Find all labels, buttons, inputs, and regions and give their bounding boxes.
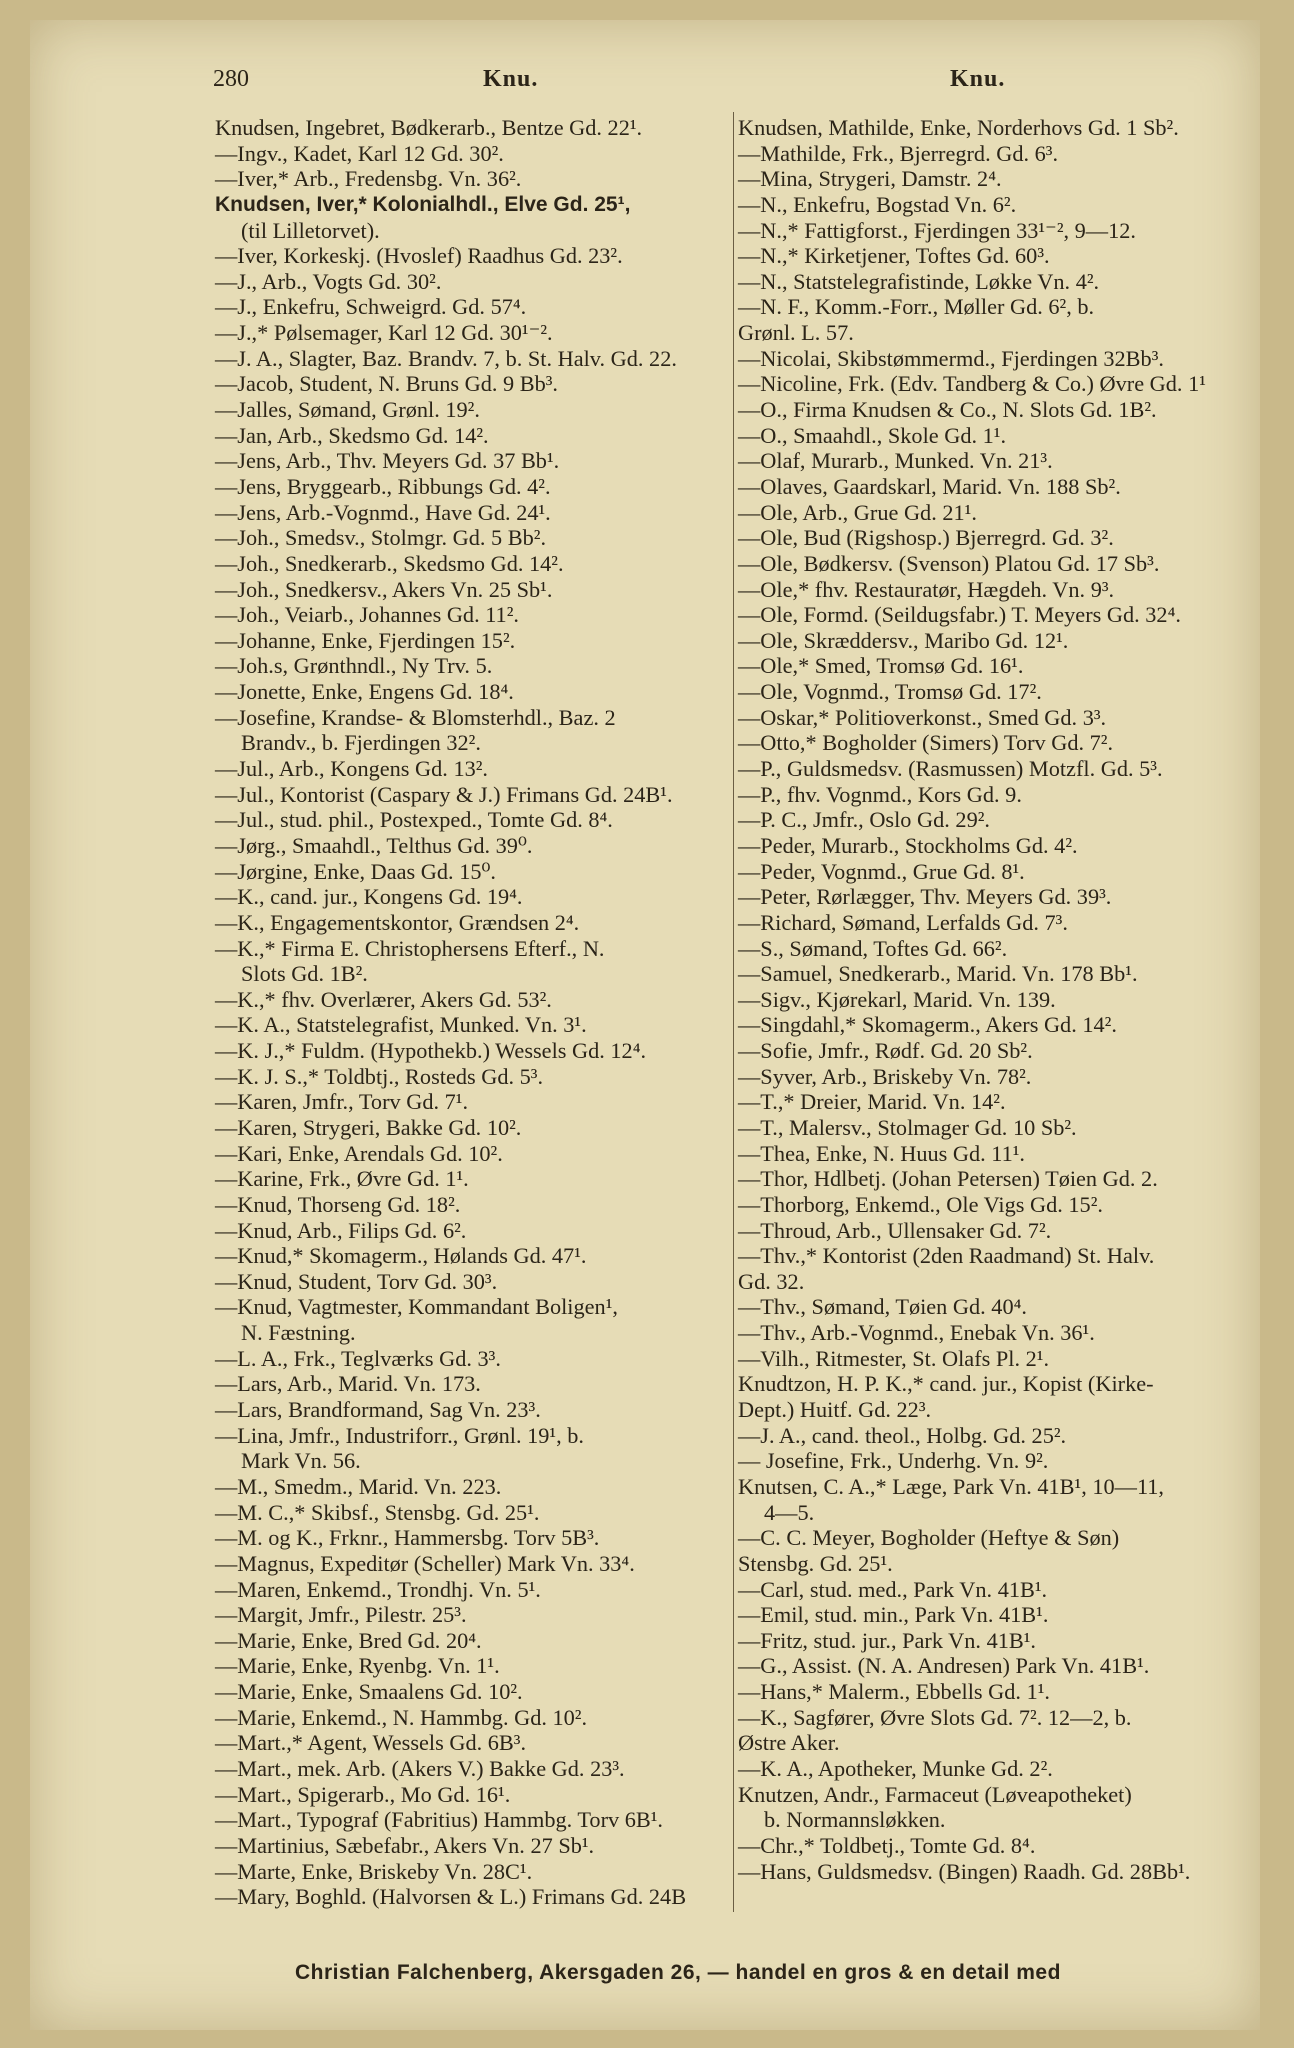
- directory-entry-line: —P., fhv. Vognmd., Kors Gd. 9.: [738, 781, 1022, 807]
- directory-entry-line: —Syver, Arb., Briskeby Vn. 78².: [738, 1063, 1032, 1089]
- directory-entry-line: —Thv., Arb.-Vognmd., Enebak Vn. 36¹.: [738, 1320, 1095, 1346]
- directory-entry-line: —Peter, Rørlægger, Thv. Meyers Gd. 39³.: [738, 884, 1112, 910]
- directory-entry-line: —Throud, Arb., Ullensaker Gd. 7².: [738, 1217, 1052, 1243]
- directory-entry-line: —Ole, Formd. (Seildugsfabr.) T. Meyers Gd. 32⁴.: [738, 602, 1181, 628]
- directory-entry-line: —Mart., Typograf (Fabritius) Hammbg. Torv 6B¹.: [215, 1807, 664, 1833]
- directory-entry-line: —Knud, Thorseng Gd. 18².: [215, 1191, 461, 1217]
- directory-entry-line: —Hans,* Malerm., Ebbells Gd. 1¹.: [738, 1679, 1050, 1705]
- directory-entry-line: —Sofie, Jmfr., Rødf. Gd. 20 Sb².: [738, 1038, 1033, 1064]
- directory-entry-line: —K. A., Statstelegrafist, Munked. Vn. 3¹.: [215, 1012, 587, 1038]
- directory-entry-line: —Jacob, Student, N. Bruns Gd. 9 Bb³.: [215, 371, 558, 397]
- directory-entry-line: —Oskar,* Politioverkonst., Smed Gd. 3³.: [738, 704, 1107, 730]
- directory-entry-line: —N., Statstelegrafistinde, Løkke Vn. 4².: [738, 268, 1100, 294]
- directory-entry-line: —K. J.,* Fuldm. (Hypothekb.) Wessels Gd. 12⁴.: [215, 1038, 647, 1064]
- directory-entry-line: —M. og K., Frknr., Hammersbg. Torv 5B³.: [215, 1525, 600, 1551]
- directory-entry-line: —Jan, Arb., Skedsmo Gd. 14².: [215, 422, 489, 448]
- directory-entry-line: —Nicoline, Frk. (Edv. Tandberg & Co.) Øvre Gd. 1¹: [738, 371, 1206, 397]
- directory-entry-line: —O., Smaahdl., Skole Gd. 1¹.: [738, 422, 1007, 448]
- directory-entry-line: —Karine, Frk., Øvre Gd. 1¹.: [215, 1166, 469, 1192]
- directory-entry-line: —Jul., Arb., Kongens Gd. 13².: [215, 756, 489, 782]
- directory-entry-line: —Martinius, Sæbefabr., Akers Vn. 27 Sb¹.: [215, 1832, 595, 1858]
- directory-entry-line: —J.,* Pølsemager, Karl 12 Gd. 30¹⁻².: [215, 320, 553, 346]
- directory-entry-line: —Mina, Strygeri, Damstr. 2⁴.: [738, 166, 1002, 192]
- directory-entry-line: Knudsen, Mathilde, Enke, Norderhovs Gd. 1 Sb².: [738, 115, 1179, 140]
- directory-entry-line: —Knud, Vagtmester, Kommandant Boligen¹,: [215, 1294, 618, 1320]
- directory-entry-line: —O., Firma Knudsen & Co., N. Slots Gd. 1B².: [738, 397, 1157, 423]
- directory-entry-line: —Knud,* Skomagerm., Hølands Gd. 47¹.: [215, 1243, 587, 1269]
- directory-entry-line: —N. F., Komm.-Forr., Møller Gd. 6², b.: [738, 294, 1095, 320]
- directory-entry-line: —K.,* fhv. Overlærer, Akers Gd. 53².: [215, 986, 552, 1012]
- directory-entry-line: —M. C.,* Skibsf., Stensbg. Gd. 25¹.: [215, 1499, 540, 1525]
- directory-entry-line: —Nicolai, Skibstømmermd., Fjerdingen 32Bb³.: [738, 345, 1164, 371]
- directory-entry-line: —Marie, Enkemd., N. Hammbg. Gd. 10².: [215, 1704, 588, 1730]
- directory-entry-line: —Jalles, Sømand, Grønl. 19².: [215, 397, 480, 423]
- directory-entry-line: —Chr.,* Toldbetj., Tomte Gd. 8⁴.: [738, 1832, 1036, 1858]
- directory-entry-line: —Joh., Snedkerarb., Skedsmo Gd. 14².: [215, 550, 564, 576]
- directory-entry-line: —Joh., Veiarb., Johannes Gd. 11².: [215, 602, 519, 628]
- directory-entry-line: Grønl. L. 57.: [738, 320, 854, 346]
- directory-entry-line: —N., Enkefru, Bogstad Vn. 6².: [738, 191, 1017, 217]
- directory-entry-line: —Mart., mek. Arb. (Akers V.) Bakke Gd. 23³.: [215, 1756, 625, 1781]
- page-number: 280: [213, 66, 249, 92]
- directory-entry-line: — Josefine, Frk., Underhg. Vn. 9².: [738, 1448, 1049, 1474]
- directory-entry-line: Brandv., b. Fjerdingen 32².: [241, 730, 481, 756]
- directory-entry-line: —G., Assist. (N. A. Andresen) Park Vn. 41B¹.: [738, 1653, 1150, 1679]
- directory-entry-line: —N.,* Kirketjener, Toftes Gd. 60³.: [738, 243, 1050, 269]
- directory-entry-line: Slots Gd. 1B².: [241, 961, 368, 987]
- directory-entry-line: —Joh., Snedkersv., Akers Vn. 25 Sb¹.: [215, 576, 553, 602]
- directory-entry-line: —K., Sagfører, Øvre Slots Gd. 7². 12—2, b.: [738, 1704, 1132, 1730]
- directory-entry-line: —N.,* Fattigforst., Fjerdingen 33¹⁻², 9—12.: [738, 217, 1136, 243]
- directory-entry-line: —Maren, Enkemd., Trondhj. Vn. 5¹.: [215, 1576, 541, 1602]
- directory-entry-line: Knudsen, Iver,* Kolonialhdl., Elve Gd. 25¹,: [215, 192, 631, 216]
- directory-entry-line: —T., Malersv., Stolmager Gd. 10 Sb².: [738, 1114, 1077, 1140]
- directory-entry-line: —K.,* Firma E. Christophersens Efterf., N.: [215, 935, 605, 961]
- directory-entry-line: —Peder, Vognmd., Grue Gd. 8¹.: [738, 858, 1025, 884]
- directory-entry-line: —Ingv., Kadet, Karl 12 Gd. 30².: [215, 140, 504, 166]
- right-column: [738, 115, 1258, 1884]
- directory-entry-line: —S., Sømand, Toftes Gd. 66².: [738, 935, 1008, 961]
- directory-entry-line: —Marie, Enke, Smaalens Gd. 10².: [215, 1679, 523, 1705]
- directory-entry-line: —Ole, Arb., Grue Gd. 21¹.: [738, 499, 977, 525]
- page-header: [0, 48, 1294, 92]
- directory-entry-line: —Thv.,* Kontorist (2den Raadmand) St. Halv.: [738, 1243, 1155, 1269]
- directory-entry-line: b. Normannsløkken.: [764, 1807, 946, 1833]
- directory-entry-line: —Knud, Arb., Filips Gd. 6².: [215, 1217, 467, 1243]
- directory-entry-line: —Josefine, Krandse- & Blomsterhdl., Baz. 2: [215, 704, 616, 730]
- directory-entry-line: —Thorborg, Enkemd., Ole Vigs Gd. 15².: [738, 1191, 1103, 1217]
- directory-entry-line: —T.,* Dreier, Marid. Vn. 14².: [738, 1089, 1006, 1115]
- directory-entry-line: —K., cand. jur., Kongens Gd. 19⁴.: [215, 884, 523, 910]
- directory-entry-line: —Iver,* Arb., Fredensbg. Vn. 36².: [215, 166, 522, 192]
- directory-entry-line: —Joh., Smedsv., Stolmgr. Gd. 5 Bb².: [215, 525, 547, 551]
- directory-entry-line: —Jul., stud. phil., Postexped., Tomte Gd. 8⁴.: [215, 807, 613, 833]
- directory-entry-line: —P. C., Jmfr., Oslo Gd. 29².: [738, 807, 990, 833]
- directory-entry-line: —Ole,* fhv. Restauratør, Hægdeh. Vn. 9³.: [738, 576, 1115, 602]
- directory-entry-line: —Joh.s, Grønthndl., Ny Trv. 5.: [215, 653, 493, 679]
- directory-entry-line: Østre Aker.: [738, 1730, 840, 1756]
- directory-entry-line: —Knud, Student, Torv Gd. 30³.: [215, 1268, 498, 1294]
- directory-entry-line: —Carl, stud. med., Park Vn. 41B¹.: [738, 1576, 1048, 1602]
- directory-entry-line: —K., Engagementskontor, Grændsen 2⁴.: [215, 909, 580, 935]
- directory-entry-line: —Marte, Enke, Briskeby Vn. 28C¹.: [215, 1858, 533, 1884]
- directory-entry-line: —Richard, Sømand, Lerfalds Gd. 7³.: [738, 909, 1068, 935]
- directory-entry-line: Knudsen, Ingebret, Bødkerarb., Bentze Gd. 22¹.: [215, 115, 643, 140]
- directory-entry-line: —Thv., Sømand, Tøien Gd. 40⁴.: [738, 1294, 1027, 1320]
- directory-entry-line: —Mart.,* Agent, Wessels Gd. 6B³.: [215, 1730, 527, 1756]
- directory-entry-line: —J. A., cand. theol., Holbg. Gd. 25².: [738, 1422, 1067, 1448]
- directory-entry-line: —Emil, stud. min., Park Vn. 41B¹.: [738, 1602, 1049, 1628]
- directory-entry-line: —Vilh., Ritmester, St. Olafs Pl. 2¹.: [738, 1345, 1050, 1371]
- directory-entry-line: —Marie, Enke, Ryenbg. Vn. 1¹.: [215, 1653, 500, 1679]
- directory-entry-line: —Lars, Arb., Marid. Vn. 173.: [215, 1371, 481, 1397]
- directory-entry-line: Knutsen, C. A.,* Læge, Park Vn. 41B¹, 10—11,: [738, 1473, 1164, 1499]
- directory-entry-line: —J. A., Slagter, Baz. Brandv. 7, b. St. Halv. Gd. 22.: [215, 345, 677, 371]
- directory-entry-line: —Ole, Skræddersv., Maribo Gd. 12¹.: [738, 627, 1069, 653]
- directory-entry-line: —Jul., Kontorist (Caspary & J.) Frimans Gd. 24B¹.: [215, 781, 673, 807]
- directory-entry-line: —Jørgine, Enke, Daas Gd. 15⁰.: [215, 858, 496, 884]
- directory-entry-line: —Mart., Spigerarb., Mo Gd. 16¹.: [215, 1781, 511, 1807]
- directory-entry-line: —Thor, Hdlbetj. (Johan Petersen) Tøien Gd. 2.: [738, 1166, 1158, 1192]
- directory-entry-line: —Mathilde, Frk., Bjerregrd. Gd. 6³.: [738, 140, 1059, 166]
- directory-entry-line: —Otto,* Bogholder (Simers) Torv Gd. 7².: [738, 730, 1114, 756]
- directory-entry-line: Knutzen, Andr., Farmaceut (Løveapotheket): [738, 1781, 1132, 1807]
- directory-entry-line: Mark Vn. 56.: [241, 1448, 361, 1474]
- directory-entry-line: —Ole, Bødkersv. (Svenson) Platou Gd. 17 Sb³.: [738, 550, 1160, 576]
- directory-entry-line: (til Lilletorvet).: [241, 217, 380, 243]
- directory-entry-line: —Thea, Enke, N. Huus Gd. 11¹.: [738, 1140, 1025, 1166]
- directory-entry-line: —Jens, Bryggearb., Ribbungs Gd. 4².: [215, 473, 551, 499]
- directory-entry-line: —Singdahl,* Skomagerm., Akers Gd. 14².: [738, 1012, 1117, 1038]
- directory-entry-line: N. Fæstning.: [241, 1320, 356, 1346]
- directory-entry-line: Dept.) Huitf. Gd. 22³.: [738, 1397, 932, 1423]
- directory-entry-line: Stensbg. Gd. 25¹.: [738, 1550, 893, 1576]
- directory-entry-line: —Marie, Enke, Bred Gd. 20⁴.: [215, 1627, 482, 1653]
- directory-entry-line: —Jørg., Smaahdl., Telthus Gd. 39⁰.: [215, 832, 533, 858]
- directory-entry-line: —Mary, Boghld. (Halvorsen & L.) Frimans Gd. 24B: [215, 1884, 687, 1910]
- left-running-head: Knu.: [483, 66, 539, 92]
- directory-entry-line: —Samuel, Snedkerarb., Marid. Vn. 178 Bb¹.: [738, 961, 1138, 987]
- directory-entry-line: —L. A., Frk., Teglværks Gd. 3³.: [215, 1345, 501, 1371]
- directory-entry-line: —Hans, Guldsmedsv. (Bingen) Raadh. Gd. 28Bb¹.: [738, 1858, 1191, 1884]
- directory-entry-line: —Jonette, Enke, Engens Gd. 18⁴.: [215, 679, 514, 705]
- directory-entry-line: —J., Arb., Vogts Gd. 30².: [215, 268, 442, 294]
- directory-entry-line: —Kari, Enke, Arendals Gd. 10².: [215, 1140, 503, 1166]
- directory-entry-line: —C. C. Meyer, Bogholder (Heftye & Søn): [738, 1525, 1120, 1551]
- directory-entry-line: —Olaf, Murarb., Munked. Vn. 21³.: [738, 448, 1053, 474]
- directory-entry-line: —Ole, Vognmd., Tromsø Gd. 17².: [738, 679, 1042, 705]
- directory-entry-line: —Lina, Jmfr., Industriforr., Grønl. 19¹, b.: [215, 1422, 584, 1448]
- directory-entry-line: —Karen, Jmfr., Torv Gd. 7¹.: [215, 1089, 469, 1115]
- directory-entry-line: —Johanne, Enke, Fjerdingen 15².: [215, 627, 516, 653]
- directory-entry-line: —M., Smedm., Marid. Vn. 223.: [215, 1473, 502, 1499]
- directory-entry-line: 4—5.: [764, 1499, 815, 1525]
- right-running-head: Knu.: [950, 66, 1006, 92]
- directory-entry-line: —Jens, Arb., Thv. Meyers Gd. 37 Bb¹.: [215, 448, 560, 474]
- directory-entry-line: —Fritz, stud. jur., Park Vn. 41B¹.: [738, 1627, 1037, 1653]
- directory-entry-line: —Iver, Korkeskj. (Hvoslef) Raadhus Gd. 23².: [215, 243, 623, 269]
- footer-advertisement: Christian Falchenberg, Akersgaden 26, — handel en gros & en detail med: [295, 1961, 1061, 1984]
- directory-entry-line: —Karen, Strygeri, Bakke Gd. 10².: [215, 1114, 522, 1140]
- directory-entry-line: —Margit, Jmfr., Pilestr. 25³.: [215, 1602, 467, 1628]
- directory-entry-line: —P., Guldsmedsv. (Rasmussen) Motzfl. Gd. 5³.: [738, 756, 1163, 782]
- left-column: [215, 115, 735, 1910]
- directory-entry-line: Knudtzon, H. P. K.,* cand. jur., Kopist (Kirke-: [738, 1371, 1154, 1397]
- directory-entry-line: —Magnus, Expeditør (Scheller) Mark Vn. 33⁴.: [215, 1550, 635, 1576]
- directory-entry-line: —K. A., Apotheker, Munke Gd. 2².: [738, 1756, 1053, 1781]
- directory-entry-line: —Ole,* Smed, Tromsø Gd. 16¹.: [738, 653, 1024, 679]
- directory-entry-line: —Olaves, Gaardskarl, Marid. Vn. 188 Sb².: [738, 473, 1121, 499]
- directory-entry-line: —Ole, Bud (Rigshosp.) Bjerregrd. Gd. 3².: [738, 525, 1114, 551]
- directory-entry-line: —Peder, Murarb., Stockholms Gd. 4².: [738, 832, 1078, 858]
- directory-entry-line: —J., Enkefru, Schweigrd. Gd. 57⁴.: [215, 294, 527, 320]
- directory-entry-line: —Jens, Arb.-Vognmd., Have Gd. 24¹.: [215, 499, 551, 525]
- directory-entry-line: —Sigv., Kjørekarl, Marid. Vn. 139.: [738, 986, 1056, 1012]
- directory-entry-line: —K. J. S.,* Toldbtj., Rosteds Gd. 5³.: [215, 1063, 544, 1089]
- directory-entry-line: Gd. 32.: [738, 1268, 805, 1294]
- directory-entry-line: —Lars, Brandformand, Sag Vn. 23³.: [215, 1397, 541, 1423]
